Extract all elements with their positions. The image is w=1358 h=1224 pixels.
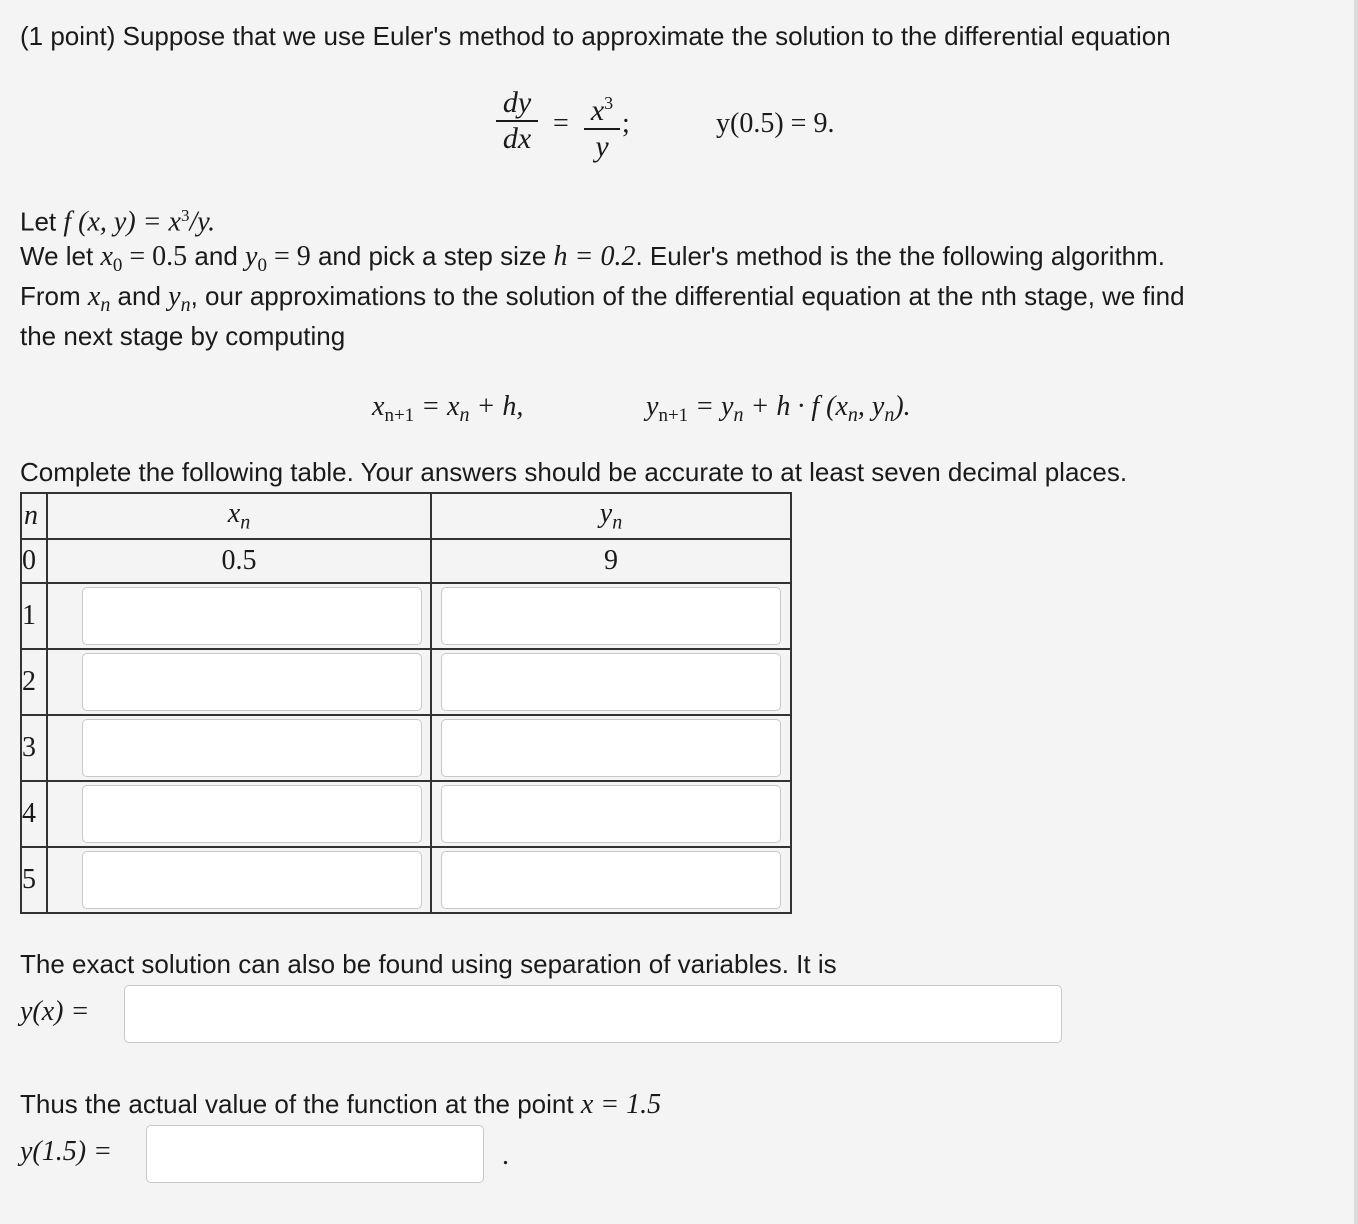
table-row <box>21 583 791 649</box>
x-tail: + h, <box>469 391 524 422</box>
x0-value: = 0.5 <box>122 241 188 272</box>
x-var: x <box>372 391 385 422</box>
text: and <box>187 241 245 271</box>
x5-input[interactable] <box>82 851 422 909</box>
y0-sub: 0 <box>257 255 267 277</box>
f-suffix: /y. <box>189 206 216 238</box>
yn-var: y <box>168 281 181 312</box>
approximation-line <box>20 280 1185 321</box>
y-tail: + h · f (x <box>743 391 848 422</box>
exact-solution-label: y(x) = <box>20 996 90 1027</box>
header-y-cell <box>431 493 791 539</box>
let-prefix: Let <box>20 206 64 237</box>
y-cell <box>431 715 791 781</box>
text: and <box>110 281 169 311</box>
euler-table <box>20 492 792 914</box>
equals-sign: = <box>553 108 569 139</box>
x-cell <box>47 781 431 847</box>
y3-input[interactable] <box>441 719 781 777</box>
table-row <box>21 847 791 913</box>
fraction-x3-y <box>584 86 620 164</box>
text: We let <box>20 241 101 271</box>
x1-input[interactable] <box>82 587 422 645</box>
y0-cell: 9 <box>431 539 791 583</box>
y-tail-sub: n <box>847 404 858 427</box>
x-cell <box>47 715 431 781</box>
initial-condition: y(0.5) = 9. <box>716 108 835 139</box>
y-rhs-sub: n <box>733 404 744 427</box>
exact-solution-text: The exact solution can also be found using separation of variables. It is <box>20 949 837 979</box>
row-index: 5 <box>21 847 47 913</box>
y5-input[interactable] <box>441 851 781 909</box>
text: Thus the actual value of the function at the point <box>20 1089 581 1119</box>
fraction-dy-dx <box>496 86 538 156</box>
x0-var: x <box>100 241 113 272</box>
trailing-period: . <box>502 1140 509 1171</box>
text: , our approximations to the solution of the differential equation at the nth stage, we find <box>190 281 1185 311</box>
y0-value: = 9 <box>266 241 311 272</box>
let-f-line <box>20 200 215 239</box>
text: and pick a step size <box>310 241 554 271</box>
header-y: y <box>599 497 613 529</box>
row-index: 1 <box>21 583 47 649</box>
x0-sub: 0 <box>112 255 123 277</box>
intro-text: (1 point) Suppose that we use Euler's method to approximate the solution to the differential equation <box>20 21 1171 51</box>
table-instruction: Complete the following table. Your answers should be accurate to at least seven decimal places. <box>20 457 1128 487</box>
x-rhs: = x <box>414 391 460 422</box>
y-tail: , y <box>857 391 885 422</box>
actual-value-text <box>20 1088 661 1121</box>
y-rhs: = y <box>688 391 734 422</box>
point-x: x = 1.5 <box>580 1089 662 1120</box>
y1-input[interactable] <box>441 587 781 645</box>
x-cell <box>47 583 431 649</box>
fraction-denominator: dx <box>502 122 532 155</box>
actual-value-label: y(1.5) = <box>20 1136 112 1167</box>
exponent: 3 <box>604 93 614 113</box>
y4-input[interactable] <box>441 785 781 843</box>
table-row <box>21 781 791 847</box>
row-index: 3 <box>21 715 47 781</box>
xn-sub: n <box>100 294 111 317</box>
y2-input[interactable] <box>441 653 781 711</box>
table-row <box>21 649 791 715</box>
y-cell <box>431 583 791 649</box>
xn-var: x <box>87 281 101 312</box>
table-row <box>21 715 791 781</box>
f-definition: f (x, y) = x <box>63 206 181 238</box>
next-stage-line: the next stage by computing <box>20 321 346 351</box>
fraction-denominator: y <box>595 130 609 163</box>
header-n: n <box>24 500 38 531</box>
y0-var: y <box>245 241 258 272</box>
header-x-cell <box>47 493 431 539</box>
initial-values-line <box>20 240 1165 282</box>
x-cell <box>47 847 431 913</box>
x-sub: n+1 <box>384 405 415 427</box>
x0-cell: 0.5 <box>47 539 431 583</box>
fraction-numerator: dy <box>502 86 532 119</box>
y-tail-sub: n <box>884 404 895 427</box>
yn-sub: n <box>180 294 191 317</box>
table-header-row <box>21 493 791 539</box>
row-index: 4 <box>21 781 47 847</box>
row-index: 2 <box>21 649 47 715</box>
header-n-cell <box>21 493 47 539</box>
y-cell <box>431 847 791 913</box>
formula-y <box>646 390 911 432</box>
y-sub: n+1 <box>658 405 689 427</box>
f-exponent: 3 <box>180 206 190 225</box>
actual-value-input[interactable] <box>146 1125 484 1183</box>
x-cell <box>47 649 431 715</box>
fraction-numerator <box>591 86 613 128</box>
x-var: x <box>590 94 605 127</box>
header-x: x <box>227 497 241 529</box>
y-var: y <box>646 391 659 422</box>
table-row <box>21 539 791 583</box>
formula-x <box>372 390 523 432</box>
y-tail: ). <box>894 391 911 422</box>
y-cell <box>431 781 791 847</box>
exact-solution-input[interactable] <box>124 985 1062 1043</box>
semicolon: ; <box>622 108 630 139</box>
text: From <box>20 281 88 311</box>
x4-input[interactable] <box>82 785 422 843</box>
x3-input[interactable] <box>82 719 422 777</box>
x-rhs-sub: n <box>459 404 470 427</box>
header-y-sub: n <box>612 511 623 534</box>
header-x-sub: n <box>240 511 251 534</box>
x2-input[interactable] <box>82 653 422 711</box>
row-index: 0 <box>21 539 47 583</box>
text: . Euler's method is the the following algorithm. <box>635 241 1166 271</box>
y-cell <box>431 649 791 715</box>
step-size: h = 0.2 <box>553 241 636 272</box>
